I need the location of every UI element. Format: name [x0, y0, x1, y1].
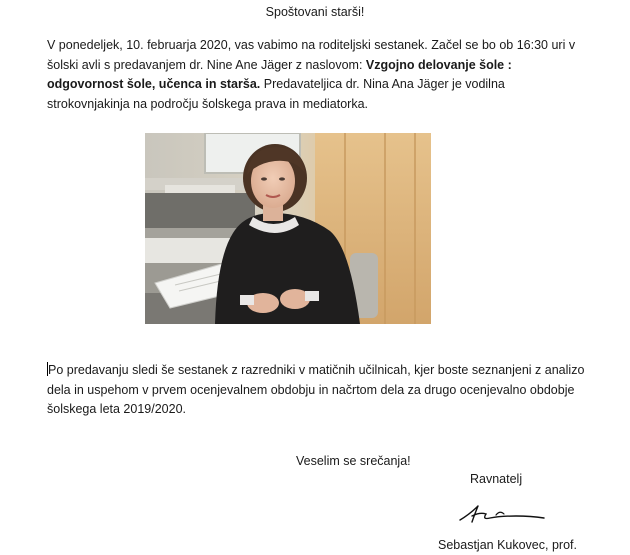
lecture-title: Vzgojno delovanje šole : odgovornost šole, učenca in starša. [47, 57, 512, 91]
lecturer-description: Predavateljica dr. Nina Ana Jäger je vodilna strokovnjakinja na področju šolskega prava in mediatorka. [47, 77, 505, 111]
signer-name: Sebastjan Kukovec, prof. [438, 538, 577, 552]
meeting-text: Po predavanju sledi še sestanek z razredniki v matičnih učilnicah, kjer boste seznanjeni z analizo dela in uspehom v prvem ocenjevalnem obdobju in načrtom dela za drugo ocenjevalno obdobje šolskega leta 2019/2020. [47, 363, 585, 416]
meeting-paragraph [47, 361, 587, 420]
invitation-text: V ponedeljek, 10. februarja 2020, vas vabimo na roditeljski sestanek. Začel se bo ob 16:30 uri v šolski avli s predavanjem dr. Nine Ane Jäger z naslovom: [47, 38, 576, 72]
closing-line: Veselim se srečanja! [296, 454, 411, 468]
invitation-paragraph [47, 36, 587, 114]
lecturer-photo [145, 133, 431, 324]
handwritten-signature [456, 502, 551, 528]
signer-role: Ravnatelj [470, 472, 523, 486]
salutation: Spoštovani starši! [265, 5, 365, 19]
